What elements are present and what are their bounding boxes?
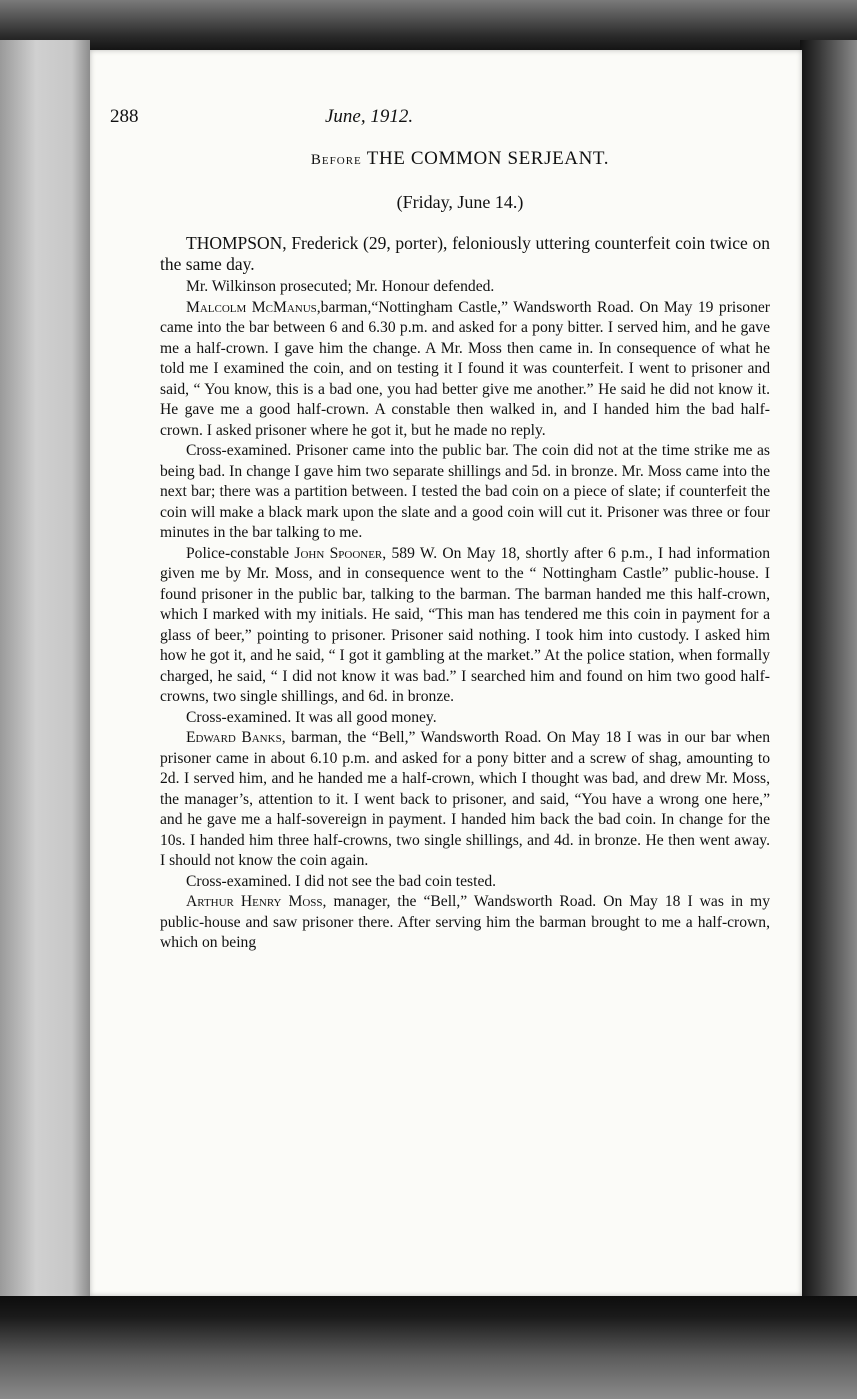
witness-spooner-testimony: [160, 544, 770, 708]
court-before: Before: [310, 152, 362, 168]
scan-background-top: [0, 0, 857, 52]
running-head: [325, 106, 413, 128]
left-page-edge: [0, 40, 90, 1340]
court-title: [140, 148, 780, 170]
witness-name: Edward Banks: [186, 729, 282, 746]
witness-name: Malcolm McManus: [186, 298, 317, 316]
counsel-line: Mr. Wilkinson prosecuted; Mr. Honour defended.: [186, 278, 495, 295]
witness-moss-testimony: [160, 892, 770, 954]
witness-banks-testimony: [160, 728, 770, 872]
right-page-edge: [800, 40, 857, 1330]
witness-rank: Police-constable: [186, 544, 295, 562]
cross-examination-1: Cross-examined. Prisoner came into the public bar. The coin did not at the time strike me as being bad. In change I gave him two separate shillings and 5d. in bronze. Mr. Moss came into the next bar; there was a partition between. I tested the bad coin on a piece of slate; if counterfeit the coin will make a black mark upon the slate and a good coin will cut it. Prisoner was three or four minutes in the bar talking to me.: [160, 442, 770, 541]
page-header: [110, 106, 530, 134]
court-name: THE COMMON SERJEANT.: [366, 148, 610, 169]
witness-mcmanus-testimony: [160, 298, 770, 442]
witness-name: Arthur Henry Moss: [186, 893, 323, 910]
cross-examination-3: Cross-examined. I did not see the bad coin tested.: [186, 872, 497, 890]
page-number: 288: [110, 106, 139, 127]
report-body: [160, 233, 770, 954]
testimony-text: ,barman,“Nottingham Castle,” Wandsworth Road. On May 19 prisoner came into the bar between 6 and 6.30 p.m. and asked for a pony bitter. I served him, and he gave me a half-crown. I gave him the change. A Mr. Moss then came in. In consequence of what he told me I examined the coin, and on testing it I found it was counterfeit. I went to prisoner and said, “ You know, this is a bad one, you had better give me another.” He said he did not know it. He gave me a good half-crown. A constable then walked in, and I handed him the bad half-crown. I asked prisoner where he got it, but he made no reply.: [160, 298, 770, 439]
sitting-date: (Friday, June 14.): [396, 192, 524, 212]
testimony-text: , 589 W. On May 18, shortly after 6 p.m., I had information given me by Mr. Moss, and in consequence went to the “ Nottingham Castle” public-house. I found prisoner in the public bar, talking to the barman. The barman handed me this half-crown, which I marked with my initials. He said, “This man has tendered me this coin in payment for a glass of beer,” pointing to prisoner. Prisoner said nothing. I took him into custody. I asked him how he got it, and he said, “ I got it gambling at the market.” At the police station, when formally charged, he said, “ I did not know it was bad.” I searched him and found on him two good half-crowns, two single shillings, and 6d. in bronze.: [160, 544, 770, 705]
case-heading: THOMPSON, Frederick (29, porter), feloniously uttering counterfeit coin twice on the same day.: [160, 233, 770, 274]
witness-name: John Spooner: [294, 544, 383, 562]
cross-examination-2: Cross-examined. It was all good money.: [186, 708, 437, 726]
testimony-text: , barman, the “Bell,” Wandsworth Road. On May 18 I was in our bar when prisoner came in about 6.10 p.m. and asked for a pony bitter and a screw of shag, amounting to 2d. I served him, and he handed me a half-crown, which I thought was bad, and drew Mr. Moss, the manager’s, attention to it. I went back to prisoner, and said, “You have a wrong one here,” and he gave me a half-sovereign in payment. I handed him back the bad coin. In change for the 10s. I handed him three half-crowns, two single shillings, and 4d. in bronze. He then went away. I should not know the coin again.: [160, 729, 770, 869]
scan-background-bottom: [0, 1296, 857, 1399]
testimony-text: , manager, the “Bell,” Wandsworth Road. On May 18 I was in my public-house and saw prisoner there. After serving him the barman brought to me a half-crown, which on being: [160, 893, 770, 951]
running-head-date: June, 1912.: [325, 106, 414, 127]
